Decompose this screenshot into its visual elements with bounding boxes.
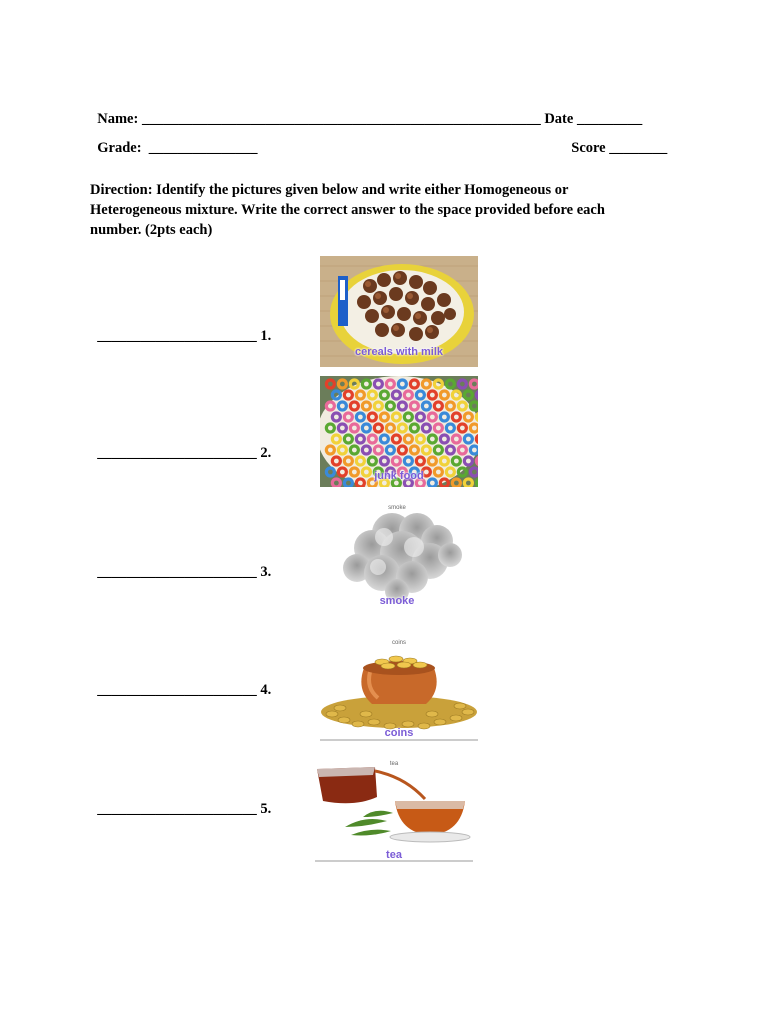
small-label-3: smoke — [388, 505, 406, 511]
name-blank[interactable]: _______________________________________________________ — [141, 111, 541, 127]
tea-picture — [315, 757, 473, 863]
item-number-2: 2. — [256, 445, 272, 461]
item-number-3: 3. — [256, 564, 272, 580]
answer-blank-1[interactable]: ______________________ — [97, 328, 257, 344]
answer-blank-4[interactable]: ______________________ — [97, 682, 257, 698]
answer-blank-5[interactable]: ______________________ — [97, 801, 257, 817]
picture-caption-5: tea — [386, 849, 402, 861]
item-number-1: 1. — [256, 328, 272, 344]
name-label: Name: — [97, 111, 142, 127]
small-label-4: coins — [391, 640, 406, 646]
picture-caption-4: coins — [384, 727, 414, 739]
answer-blank-2[interactable]: ______________________ — [97, 445, 257, 461]
cereal-milk-picture — [320, 256, 478, 367]
picture-caption-3: smoke — [379, 595, 415, 607]
score-label: Score — [571, 140, 610, 156]
item-number-5: 5. — [256, 801, 272, 817]
tea-icon — [315, 757, 473, 863]
picture-caption-1: cereals with milk — [354, 346, 444, 358]
question-row-5 — [90, 784, 271, 818]
direction-text: Direction: Identify the pictures given below and write either Homogeneous or Heterogeneous mixture. Write the correct answer to the space provided before each number. (2pts each) — [90, 182, 605, 238]
coin-pot-icon — [320, 634, 478, 742]
smoke-picture — [322, 503, 472, 609]
score-line — [564, 123, 667, 157]
date-label: Date — [540, 111, 577, 127]
answer-blank-3[interactable]: ______________________ — [97, 564, 257, 580]
fruit-loops-picture — [320, 376, 478, 487]
item-number-4: 4. — [256, 682, 272, 698]
date-blank[interactable]: _________ — [576, 111, 643, 127]
small-label-5: tea — [389, 761, 399, 767]
grade-blank[interactable]: _______________ — [148, 140, 258, 156]
question-row-3 — [90, 547, 271, 581]
smoke-icon — [322, 503, 472, 609]
question-row-1 — [90, 311, 271, 345]
score-blank[interactable]: ________ — [609, 140, 668, 156]
grade-label: Grade: — [97, 140, 149, 156]
coin-pot-picture — [320, 634, 478, 742]
question-row-4 — [90, 665, 271, 699]
grade-line — [90, 123, 258, 157]
picture-caption-2: junk food — [374, 470, 424, 482]
question-row-2 — [90, 428, 271, 462]
